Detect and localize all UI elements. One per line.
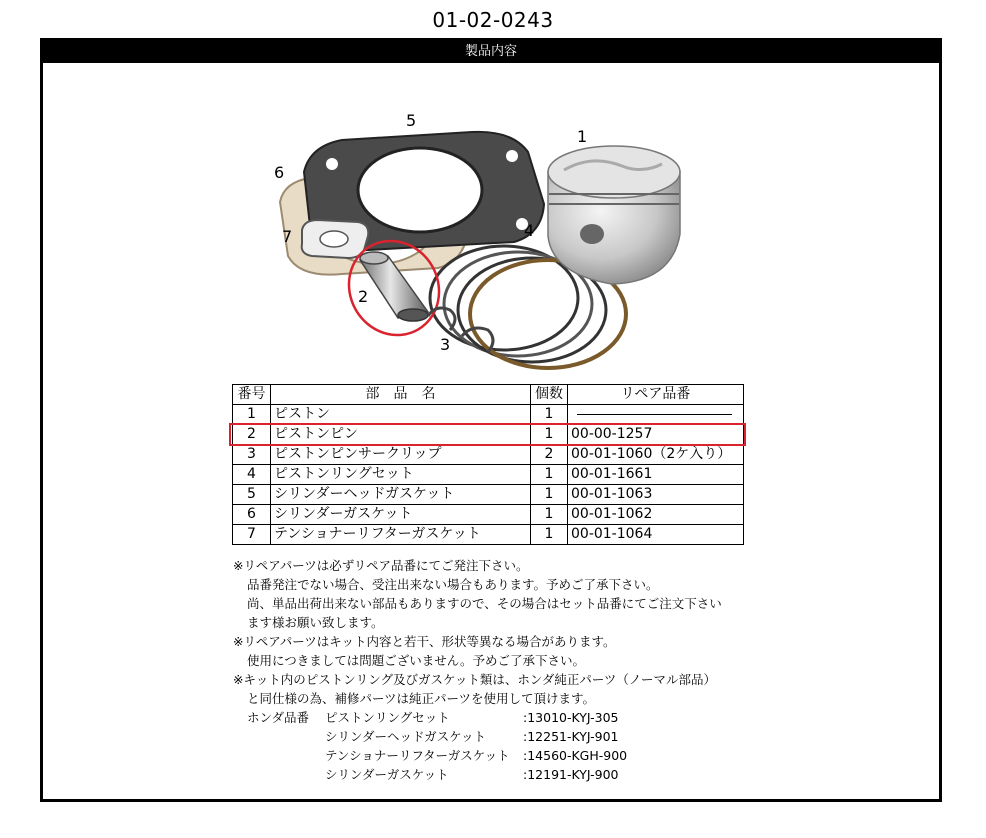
note-line: ※キット内のピストンリング及びガスケット類は、ホンダ純正パーツ（ノーマル部品）	[233, 672, 716, 687]
parts-illustration	[192, 74, 712, 374]
row-quantity: 1	[531, 505, 568, 525]
diagram-label-1: 1	[577, 127, 588, 146]
row-repair-number: 00-01-1064	[568, 525, 744, 545]
honda-part-numbers	[233, 708, 722, 786]
no-repair-dash	[577, 414, 732, 415]
honda-part-name: テンショナーリフターガスケット	[325, 748, 510, 763]
row-number: 3	[233, 445, 271, 465]
header-repair-number: リペア品番	[568, 385, 744, 405]
row-quantity: 1	[531, 485, 568, 505]
header-quantity: 個数	[531, 385, 568, 405]
honda-label: ホンダ品番	[247, 710, 310, 725]
diagram-label-2: 2	[358, 287, 369, 306]
row-part-name: ピストンリングセット	[271, 465, 531, 485]
table-row	[233, 505, 744, 525]
honda-part-number: :12191-KYJ-900	[523, 767, 619, 782]
diagram-label-4: 4	[524, 221, 535, 240]
row-part-name: テンショナーリフターガスケット	[271, 525, 531, 545]
note-line: ※リペアパーツはキット内容と若干、形状等異なる場合があります。	[233, 634, 616, 649]
row-part-name: ピストン	[271, 405, 531, 425]
row-repair-number: 00-01-1062	[568, 505, 744, 525]
note-line: ※リペアパーツは必ずリペア品番にてご発注下さい。	[233, 558, 529, 573]
honda-part-name: シリンダーガスケット	[325, 767, 449, 782]
note-line: 尚、単品出荷出来ない部品もありますので、その場合はセット品番にてご注文下さい	[247, 596, 722, 611]
note-line: 使用につきましては問題ございません。予めご了承下さい。	[247, 653, 586, 668]
header-number: 番号	[233, 385, 271, 405]
row-number: 4	[233, 465, 271, 485]
row-quantity: 1	[531, 405, 568, 425]
row-quantity: 1	[531, 465, 568, 485]
row-number: 2	[233, 425, 271, 445]
row-repair-number: 00-00-1257	[568, 425, 744, 445]
row-quantity: 1	[531, 525, 568, 545]
page-code: 01-02-0243	[432, 8, 554, 32]
row-quantity: 1	[531, 425, 568, 445]
row-number: 5	[233, 485, 271, 505]
note-line: と同仕様の為、補修パーツは純正パーツを使用して頂けます。	[247, 691, 596, 706]
note-line: ます様お願い致します。	[247, 615, 384, 630]
honda-part-number: :13010-KYJ-305	[523, 710, 619, 725]
header-part-name: 部 品 名	[271, 385, 531, 405]
parts-table	[232, 384, 744, 545]
row-part-name: ピストンピン	[271, 425, 531, 445]
row-part-name: シリンダーヘッドガスケット	[271, 485, 531, 505]
row-repair-number: 00-01-1063	[568, 485, 744, 505]
table-row	[233, 405, 744, 425]
table-header-row	[233, 385, 744, 405]
table-row	[233, 525, 744, 545]
diagram-label-3: 3	[440, 335, 451, 354]
diagram-label-7: 7	[282, 227, 293, 246]
piston	[548, 146, 680, 284]
diagram-label-6: 6	[274, 163, 285, 182]
row-number: 1	[233, 405, 271, 425]
honda-part-name: シリンダーヘッドガスケット	[325, 729, 487, 744]
row-repair-number: 00-01-1060（2ケ入り）	[568, 445, 744, 465]
notes-section	[233, 556, 722, 786]
row-part-name: ピストンピンサークリップ	[271, 445, 531, 465]
honda-part-number: :14560-KGH-900	[523, 748, 628, 763]
row-part-name: シリンダーガスケット	[271, 505, 531, 525]
row-repair-number: 00-01-1661	[568, 465, 744, 485]
table-row	[233, 445, 744, 465]
row-quantity: 2	[531, 445, 568, 465]
table-row	[233, 485, 744, 505]
row-number: 6	[233, 505, 271, 525]
row-repair-number	[568, 405, 744, 425]
diagram-label-5: 5	[406, 111, 417, 130]
table-row	[233, 465, 744, 485]
row-number: 7	[233, 525, 271, 545]
table-row	[233, 425, 744, 445]
note-line: 品番発注でない場合、受注出来ない場合もあります。予めご了承下さい。	[247, 577, 659, 592]
honda-part-name: ピストンリングセット	[325, 710, 450, 725]
frame-header: 製品内容	[43, 41, 939, 63]
tensioner-lifter-gasket	[302, 220, 369, 258]
honda-part-number: :12251-KYJ-901	[523, 729, 619, 744]
